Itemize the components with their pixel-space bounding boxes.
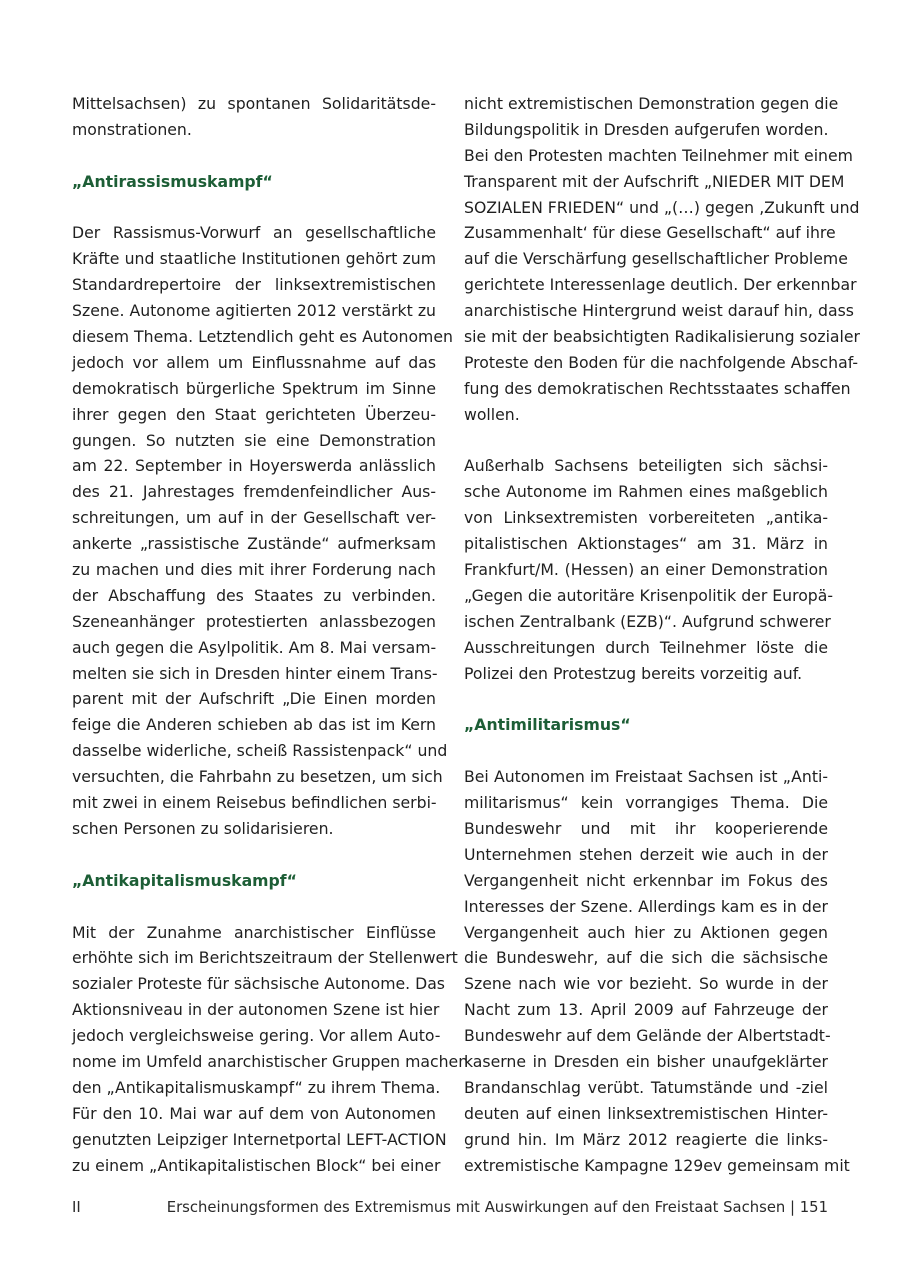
text-line: Unternehmen stehen derzeit wie auch in der	[464, 844, 828, 864]
text-line: nome im Umfeld anarchistischer Gruppen machen	[72, 1051, 469, 1071]
text-line: jedoch vor allem um Einflussnahme auf das	[72, 352, 436, 372]
text-line: ischen Zentralbank (EZB)“. Aufgrund schwerer	[464, 611, 831, 631]
paragraph-gap	[464, 428, 828, 454]
running-title: Erscheinungsformen des Extremismus mit Auswirkungen auf den Freistaat Sachsen	[166, 1199, 786, 1216]
text-line: jedoch vergleichsweise gering. Vor allem Auto-	[72, 1026, 441, 1046]
paragraph-gap	[72, 894, 436, 920]
text-line: anarchistische Hintergrund weist darauf hin, dass	[464, 301, 854, 321]
text-line: ankerte „rassistische Zustände“ aufmerksam	[72, 534, 436, 554]
section-marker: II	[72, 1199, 81, 1216]
text-line: Brandanschlag verübt. Tatumstände und -ziel	[464, 1077, 828, 1097]
text-line: Interesses der Szene. Allerdings kam es in der	[464, 896, 828, 916]
text-line: am 22. September in Hoyerswerda anlässlich	[72, 456, 436, 476]
text-line: genutzten Leipziger Internetportal LEFT-ACTION	[72, 1129, 447, 1149]
text-line: nicht extremistischen Demonstration gegen die	[464, 94, 839, 113]
paragraph-gap	[464, 686, 828, 712]
text-line: Mit der Zunahme anarchistischer Einflüsse	[72, 922, 436, 942]
text-line: Polizei den Protestzug bereits vorzeitig auf.	[464, 663, 803, 683]
text-line: Ausschreitungen durch Teilnehmer löste die	[464, 637, 828, 657]
text-line: gerichtete Interessenlage deutlich. Der erkennbar	[464, 275, 857, 295]
text-line: schreitungen, um auf in der Gesellschaft ver-	[72, 508, 436, 528]
text-line: feige die Anderen schieben ab das ist im Kern	[72, 715, 436, 735]
text-line: Vergangenheit auch hier zu Aktionen gegen	[464, 922, 828, 942]
footer-separator: |	[790, 1199, 796, 1216]
text-line: melten sie sich in Dresden hinter einem Trans-	[72, 663, 438, 683]
text-line: zu einem „Antikapitalistischen Block“ bei einer	[72, 1155, 441, 1175]
text-line: Bundeswehr und mit ihr kooperierende	[464, 818, 828, 838]
text-line: SOZIALEN FRIEDEN“ und „(…) gegen ‚Zukunft und	[464, 197, 860, 217]
text-line: grund hin. Im März 2012 reagierte die links-	[464, 1129, 828, 1149]
text-line: sche Autonome im Rahmen eines maßgeblich	[464, 482, 828, 502]
text-line: Szeneanhänger protestierten anlassbezogen	[72, 611, 436, 631]
text-line: Bei Autonomen im Freistaat Sachsen ist „Anti-	[464, 767, 828, 787]
text-line: gungen. So nutzten sie eine Demonstration	[72, 430, 436, 450]
text-line: auch gegen die Asylpolitik. Am 8. Mai versam-	[72, 637, 437, 657]
text-line: Szene nach wie vor bezieht. So wurde in der	[464, 974, 828, 994]
section-heading: „Antirassismuskampf“	[72, 171, 273, 191]
text-line: dasselbe widerliche, scheiß Rassistenpack“ und	[72, 741, 448, 761]
text-line: Proteste den Boden für die nachfolgende Abschaf-	[464, 352, 859, 372]
text-line: versuchten, die Fahrbahn zu besetzen, um sich	[72, 767, 443, 787]
text-line: Der Rassismus-Vorwurf an gesellschaftliche	[72, 223, 436, 243]
right-text-column	[464, 91, 860, 1178]
text-line: Kräfte und staatliche Institutionen gehört zum	[72, 249, 436, 269]
text-line: Frankfurt/M. (Hessen) an einer Demonstration	[464, 560, 828, 580]
text-line: ihrer gegen den Staat gerichteten Überzeu-	[72, 404, 436, 424]
text-line: diesem Thema. Letztendlich geht es Autonomen	[72, 327, 453, 347]
text-line: die Bundeswehr, auf die sich die sächsische	[464, 948, 828, 968]
text-line: Zusammenhalt‘ für diese Gesellschaft“ auf ihre	[464, 223, 836, 243]
section-heading: „Antikapitalismuskampf“	[72, 870, 297, 890]
text-line: fung des demokratischen Rechtsstaates schaffen	[464, 378, 851, 398]
text-line: Außerhalb Sachsens beteiligten sich sächsi-	[464, 456, 828, 476]
text-line: Vergangenheit nicht erkennbar im Fokus des	[464, 870, 828, 890]
text-line: wollen.	[464, 404, 520, 424]
section-heading: „Antimilitarismus“	[464, 715, 631, 735]
footer-running-title-group	[167, 1196, 828, 1220]
text-line: demokratisch bürgerliche Spektrum im Sinne	[72, 378, 436, 398]
text-line: sozialer Proteste für sächsische Autonome. Das	[72, 974, 445, 994]
text-line: deuten auf einen linksextremistischen Hinter-	[464, 1103, 828, 1123]
text-line: Bundeswehr auf dem Gelände der Albertstadt-	[464, 1026, 831, 1046]
left-text-column	[72, 91, 469, 1178]
text-line: parent mit der Aufschrift „Die Einen morden	[72, 689, 436, 709]
text-line: des 21. Jahrestages fremdenfeindlicher Aus-	[72, 482, 436, 502]
text-line: sie mit der beabsichtigten Radikalisierung sozialer	[464, 327, 860, 347]
paragraph-gap	[72, 842, 436, 868]
text-line: Szene. Autonome agitierten 2012 verstärkt zu	[72, 301, 436, 321]
text-line: extremistische Kampagne 129ev gemeinsam mit	[464, 1155, 850, 1175]
text-line: mit zwei in einem Reisebus befindlichen serbi-	[72, 793, 437, 813]
text-line: kaserne in Dresden ein bisher unaufgeklärter	[464, 1051, 828, 1071]
text-line: pitalistischen Aktionstages“ am 31. März in	[464, 534, 828, 554]
text-line: Nacht zum 13. April 2009 auf Fahrzeuge der	[464, 1000, 828, 1020]
text-line: militarismus“ kein vorrangiges Thema. Die	[464, 793, 828, 813]
text-line: Standardrepertoire der linksextremistischen	[72, 275, 436, 295]
paragraph-gap	[72, 143, 436, 169]
page-number: 151	[799, 1199, 828, 1216]
text-line: monstrationen.	[72, 119, 192, 139]
text-line: der Abschaffung des Staates zu verbinden.	[72, 585, 436, 605]
text-line: auf die Verschärfung gesellschaftlicher Probleme	[464, 249, 848, 269]
text-line: Transparent mit der Aufschrift „NIEDER MIT DEM	[464, 171, 845, 191]
text-line: Für den 10. Mai war auf dem von Autonomen	[72, 1103, 436, 1123]
text-line: Bildungspolitik in Dresden aufgerufen worden.	[464, 119, 829, 139]
text-line: „Gegen die autoritäre Krisenpolitik der Europä-	[464, 585, 834, 605]
text-line: Aktionsniveau in der autonomen Szene ist hier	[72, 1000, 440, 1020]
paragraph-gap	[72, 195, 436, 221]
text-line: zu machen und dies mit ihrer Forderung nach	[72, 560, 436, 580]
text-line: Mittelsachsen) zu spontanen Solidaritätsde-	[72, 94, 436, 113]
paragraph-gap	[464, 738, 828, 764]
page-footer	[72, 1196, 828, 1220]
text-line: den „Antikapitalismuskampf“ zu ihrem Thema.	[72, 1077, 441, 1097]
text-line: schen Personen zu solidarisieren.	[72, 818, 334, 838]
text-line: Bei den Protesten machten Teilnehmer mit einem	[464, 145, 853, 165]
text-line: von Linksextremisten vorbereiteten „antika-	[464, 508, 828, 528]
text-line: erhöhte sich im Berichtszeitraum der Stellenwert	[72, 948, 458, 968]
